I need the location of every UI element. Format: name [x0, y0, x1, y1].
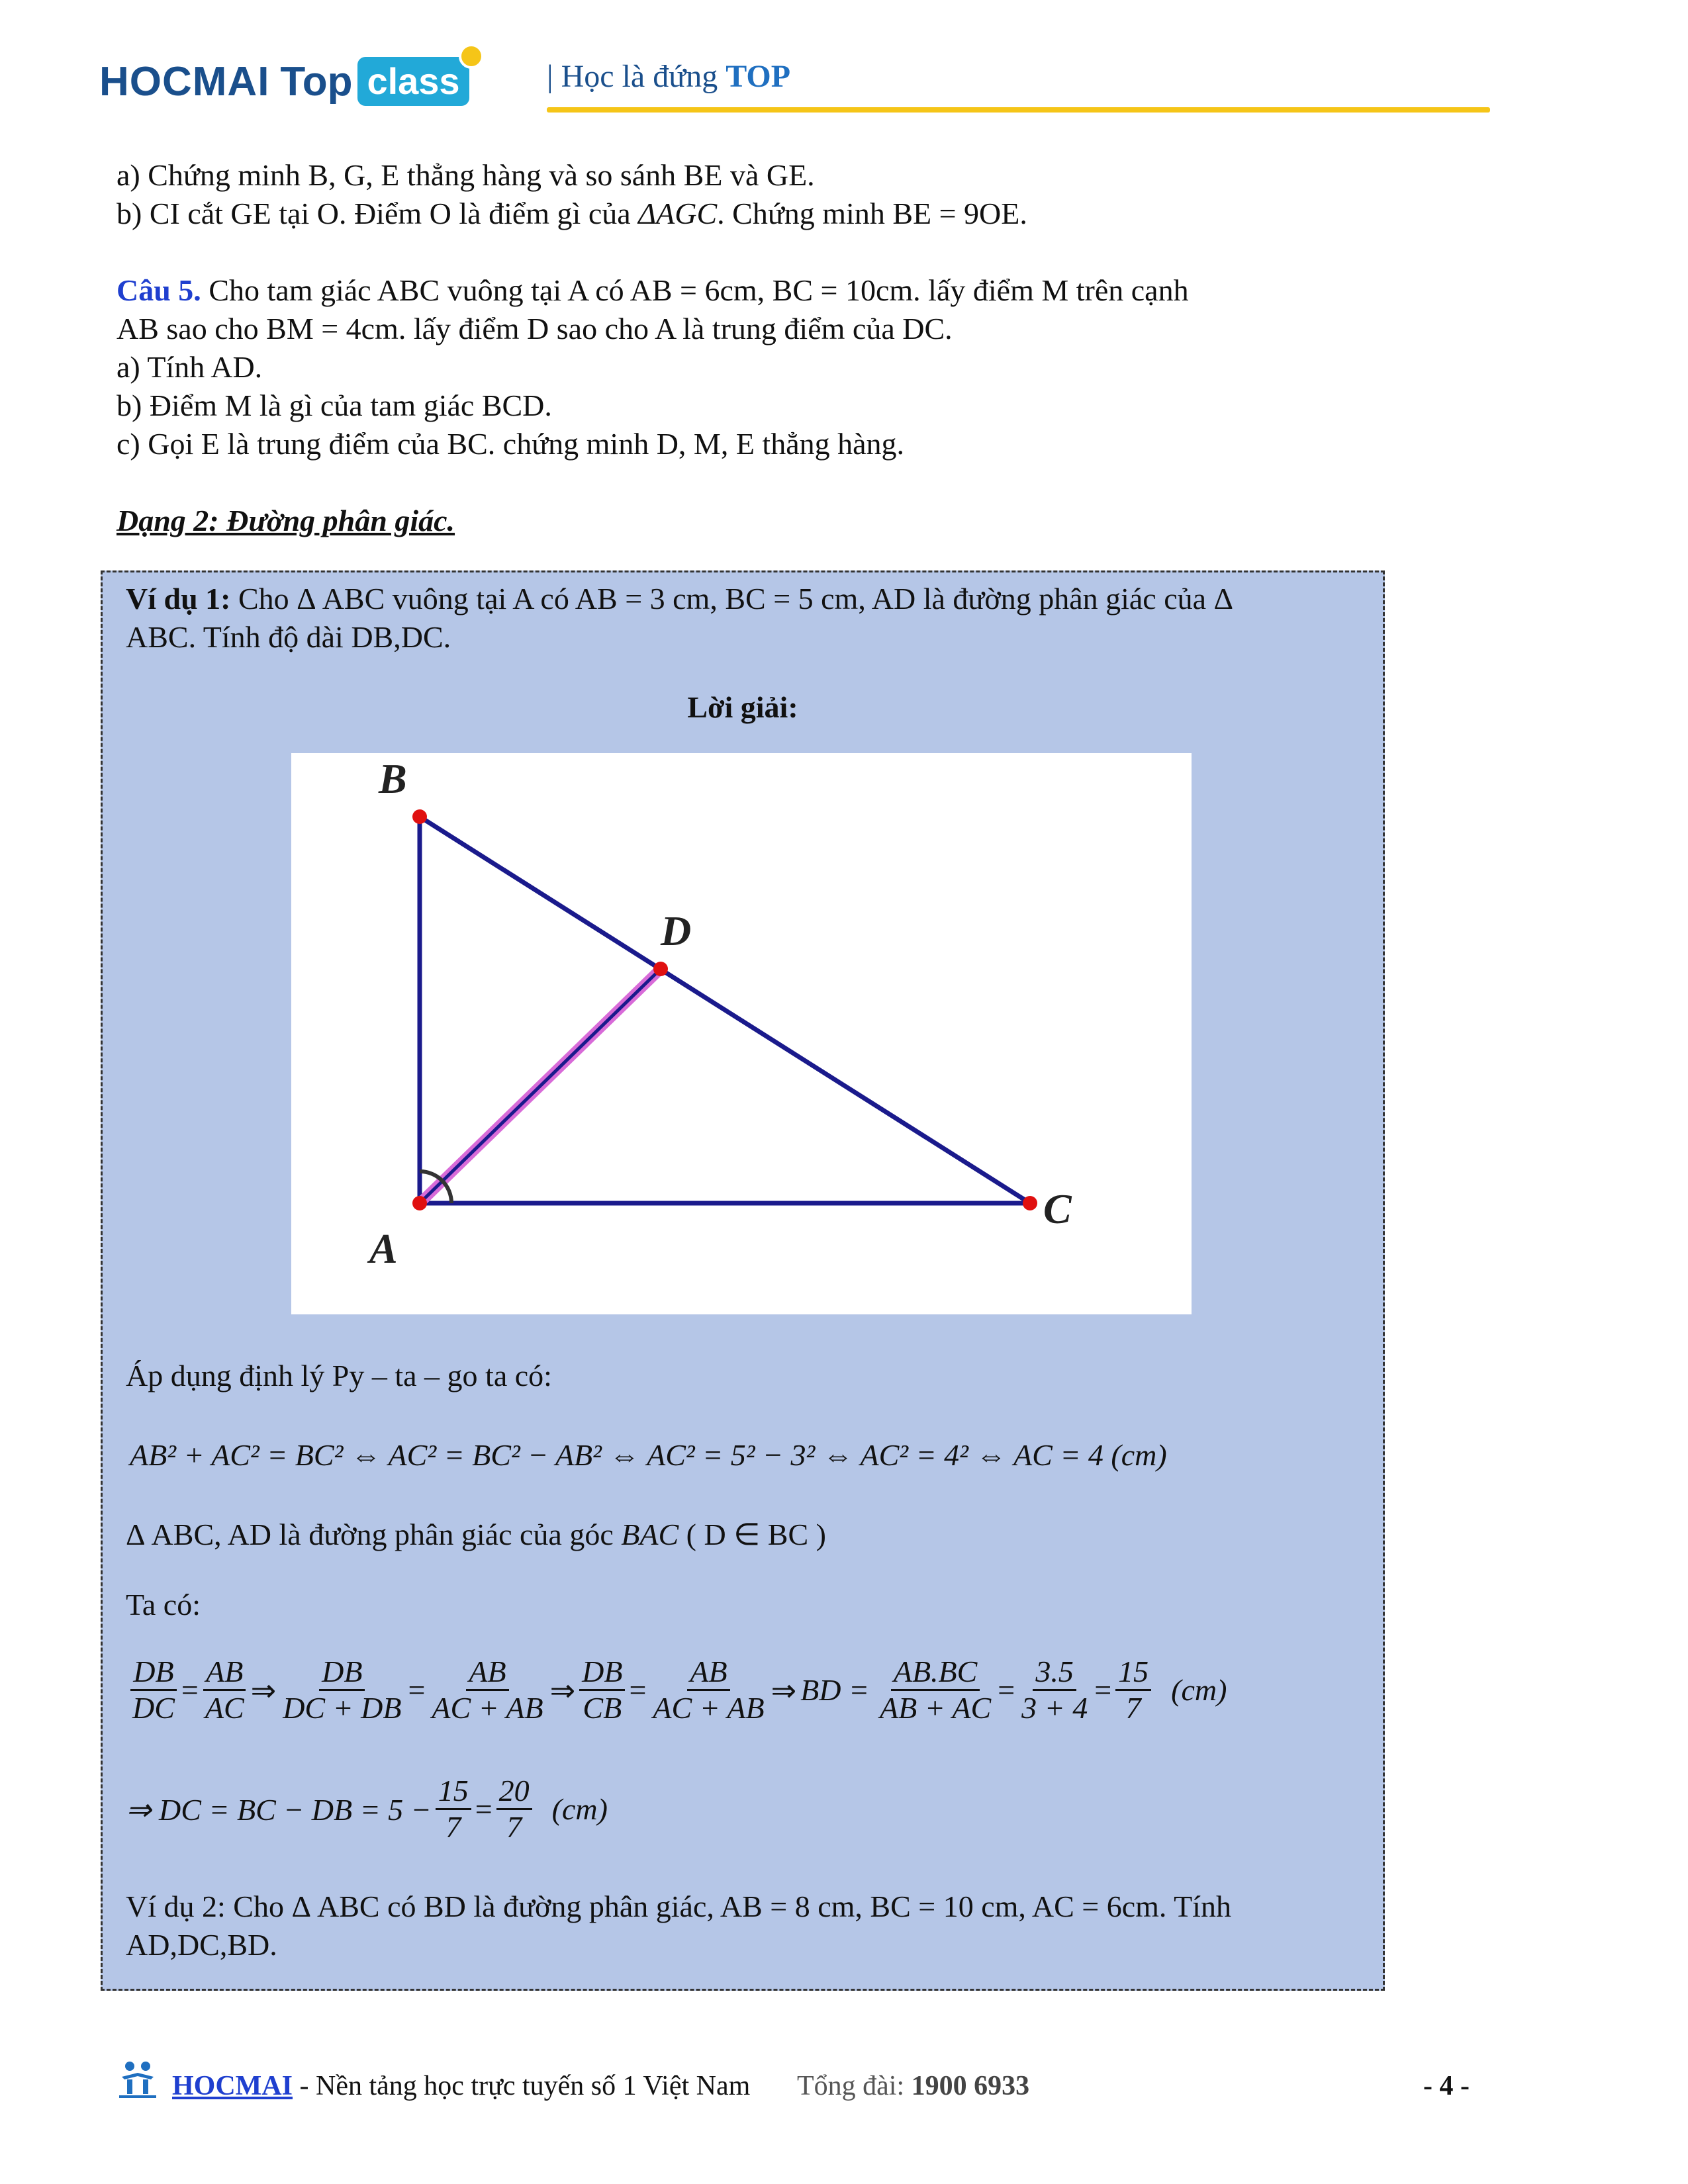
ratio-equation: $\frac{DB}{DC}$ = $\frac{AB}{AC}$ ⇒ $\frac{DB}{DC + DB}$ = $\frac{AB}{AC + AB}$ ⇒ $\frac{DB}{CB}$ = $\frac{AB}{AC + AB}$ ⇒ BD = $\frac{AB.BC}{AB + AC}$ = $\frac{3.5}{3 + 4}$ = $\frac{15}{7}$ (cm) — [126, 1655, 1227, 1725]
logo-word-hocmai: HOCMAI — [99, 58, 270, 105]
angle-mark-1 — [420, 1171, 442, 1181]
fraction: $\frac{AB}{AC + AB}$ — [653, 1655, 765, 1725]
cau5-a: a) Tính AD. — [117, 350, 263, 384]
fraction: $\frac{DB}{DC + DB}$ — [283, 1655, 402, 1725]
cau5-label: Câu 5. — [117, 273, 201, 307]
fraction: $\frac{3.5}{3 + 4}$ — [1021, 1655, 1088, 1725]
example2-line2: AD,DC,BD. — [126, 1928, 277, 1962]
label-c: C — [1043, 1185, 1072, 1232]
cau5-line2: AB sao cho BM = 4cm. lấy điểm D sao cho A là trung điểm của DC. — [117, 312, 953, 345]
section-heading: Dạng 2: Đường phân giác. — [117, 504, 455, 537]
logo-word-class: class — [357, 57, 469, 106]
bisector-statement: Δ ABC, AD là đường phân giác của góc BAC ( D ∈ BC ) — [126, 1518, 826, 1551]
fraction: $\frac{AB.BC}{AB + AC}$ — [880, 1655, 992, 1725]
item-a: a) Chứng minh B, G, E thẳng hàng và so sánh BE và GE. — [117, 158, 815, 192]
example1-label: Ví dụ 1: — [126, 582, 231, 615]
example1-line1: Ví dụ 1: Cho Δ ABC vuông tại A có AB = 3 cm, BC = 5 cm, AD là đường phân giác của Δ — [126, 582, 1234, 615]
hocmai-footer-icon — [117, 2060, 159, 2099]
footer-hotline: Tổng đài: 1900 6933 — [797, 2071, 1030, 2101]
dc-equation: ⇒ DC = BC − DB = 5 − $\frac{15}{7}$ = $\frac{20}{7}$ (cm) — [126, 1774, 608, 1844]
header-rule — [547, 107, 1490, 113]
pythagoras-equation: AB² + AC² = BC² ⇔ AC² = BC² − AB² ⇔ AC² = 5² − 3² ⇔ AC² = 4² ⇔ AC = 4 (cm) — [130, 1438, 1167, 1472]
point-c — [1023, 1196, 1037, 1210]
hocmai-topclass-logo — [99, 52, 469, 111]
footer-text: HOCMAI - Nền tảng học trực tuyến số 1 Việt Nam — [172, 2071, 751, 2101]
example2-line1: Ví dụ 2: Cho Δ ABC có BD là đường phân giác, AB = 8 cm, BC = 10 cm, AC = 6cm. Tính — [126, 1889, 1231, 1923]
label-a: A — [369, 1225, 398, 1272]
logo-word-top: Top — [280, 58, 353, 105]
solution-title: Lời giải: — [687, 690, 798, 724]
item-b: b) CI cắt GE tại O. Điểm O là điểm gì của ΔAGC. Chứng minh BE = 9OE. — [117, 197, 1027, 230]
cau5-c: c) Gọi E là trung điểm của BC. chứng minh D, M, E thẳng hàng. — [117, 427, 905, 461]
label-d: D — [661, 907, 692, 954]
bisector-ad — [420, 969, 661, 1203]
label-b: B — [379, 755, 407, 802]
example1-line2: ABC. Tính độ dài DB,DC. — [126, 620, 451, 654]
taco-label: Ta có: — [126, 1588, 201, 1621]
page-number: - 4 - — [1423, 2071, 1470, 2101]
sun-icon — [459, 44, 484, 69]
fraction: $\frac{15}{7}$ — [1115, 1655, 1151, 1725]
fraction: $\frac{15}{7}$ — [436, 1774, 471, 1844]
side-bc — [420, 817, 1030, 1203]
point-d — [653, 962, 668, 976]
pythagoras-intro: Áp dụng định lý Py – ta – go ta có: — [126, 1359, 552, 1392]
fraction: $\frac{20}{7}$ — [496, 1774, 532, 1844]
fraction: $\frac{AB}{AC + AB}$ — [432, 1655, 543, 1725]
cau5-line1: Câu 5. Cho tam giác ABC vuông tại A có AB = 6cm, BC = 10cm. lấy điểm M trên cạnh — [117, 273, 1189, 307]
header-slogan: | Học là đứng TOP — [547, 59, 791, 94]
angle-mark-2 — [442, 1181, 451, 1203]
triangle-diagram — [291, 753, 1192, 1314]
cau5-b: b) Điểm M là gì của tam giác BCD. — [117, 388, 552, 422]
point-b — [412, 809, 427, 824]
point-a — [412, 1196, 427, 1210]
fraction: $\frac{DB}{CB}$ — [579, 1655, 625, 1725]
footer-brand-link[interactable]: HOCMAI — [172, 2071, 293, 2101]
fraction: $\frac{DB}{DC}$ — [130, 1655, 177, 1725]
triangle-figure — [291, 753, 1192, 1314]
fraction: $\frac{AB}{AC}$ — [203, 1655, 247, 1725]
